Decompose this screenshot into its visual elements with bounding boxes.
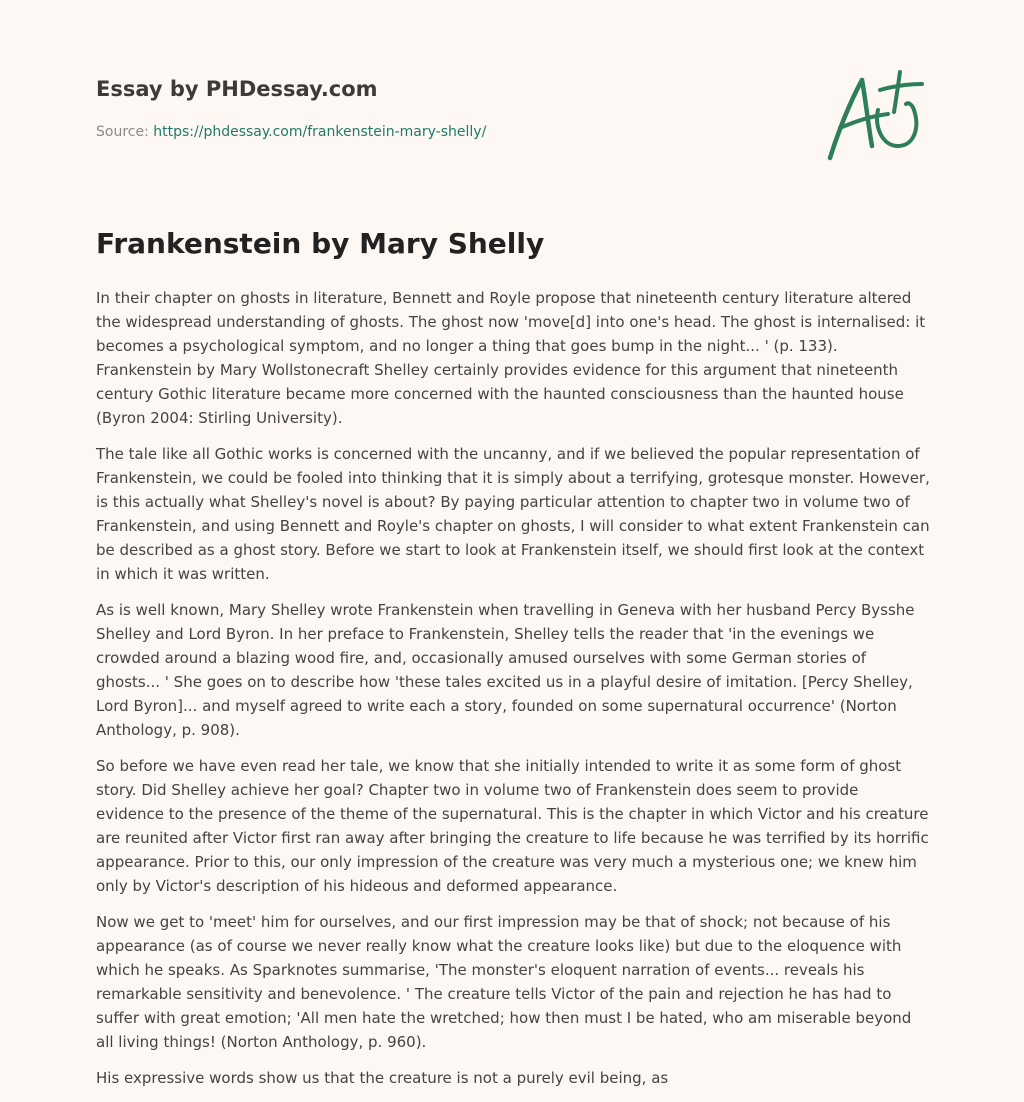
essay-paragraph: Now we get to 'meet' him for ourselves, and our first impression may be that of shock; not because of his appearance (as of course we never really know what the creature looks like) but due to the eloquence with which he speaks. As Sparknotes summarise, 'The monster's eloquent narration of events... reveals his remarkable sensitivity and benevolence. ' The creature tells Victor of the pain and rejection he has had to suffer with great emotion; 'All men hate the wretched; how then must I be hated, who am miserable beyond all living things! (Norton Anthology, p. 960). [96,913,912,1051]
essay-header [96,74,796,142]
essay-paragraph: The tale like all Gothic works is concerned with the uncanny, and if we believed the popular representation of Frankenstein, we could be fooled into thinking that it is simply about a terrifying, grotesque monster. However, is this actually what Shelley's novel is about? By paying particular attention to chapter two in volume two of Frankenstein, and using Bennett and Royle's chapter on ghosts, I will consider to what extent Frankenstein can be described as a ghost story. Before we start to look at Frankenstein itself, we should first look at the context in which it was written. [96,445,930,583]
essay-paragraph: So before we have even read her tale, we know that she initially intended to write it as some form of ghost story. Did Shelley achieve her goal? Chapter two in volume two of Frankenstein does seem to provide evidence to the presence of the theme of the supernatural. This is the chapter in which Victor and his creature are reunited after Victor first ran away after bringing the creature to life because he was terrified by its horrific appearance. Prior to this, our only impression of the creature was very much a mysterious one; we knew him only by Victor's description of his hideous and deformed appearance. [96,757,929,895]
site-title: Essay by PHDessay.com [96,77,378,101]
essay-paragraph: As is well known, Mary Shelley wrote Frankenstein when travelling in Geneva with her husband Percy Bysshe Shelley and Lord Byron. In her preface to Frankenstein, Shelley tells the reader that 'in the evenings we crowded around a blazing wood fire, and, occasionally amused ourselves with some German stories of ghosts... ' She goes on to describe how 'these tales excited us in a playful desire of imitation. [Percy Shelley, Lord Byron]... and myself agreed to write each a story, founded on some supernatural occurrence' (Norton Anthology, p. 908). [96,601,915,739]
a-plus-logo-svg [822,66,932,166]
source-label: Source: [96,124,149,140]
a-plus-logo-icon [822,66,932,166]
essay-paragraph: His expressive words show us that the creature is not a purely evil being, as [96,1069,669,1087]
source-line [96,122,796,142]
essay-title: Frankenstein by Mary Shelly [96,227,545,260]
essay-body [96,286,930,1102]
essay-paragraph: In their chapter on ghosts in literature, Bennett and Royle propose that nineteenth century literature altered the widespread understanding of ghosts. The ghost now 'move[d] into one's head. The ghost is internalised: it becomes a psychological symptom, and no longer a thing that goes bump in the night... ' (p. 133). Frankenstein by Mary Wollstonecraft Shelley certainly provides evidence for this argument that nineteenth century Gothic literature became more concerned with the haunted consciousness than the haunted house (Byron 2004: Stirling University). [96,289,926,427]
source-link[interactable]: https://phdessay.com/frankenstein-mary-shelly/ [153,124,487,140]
